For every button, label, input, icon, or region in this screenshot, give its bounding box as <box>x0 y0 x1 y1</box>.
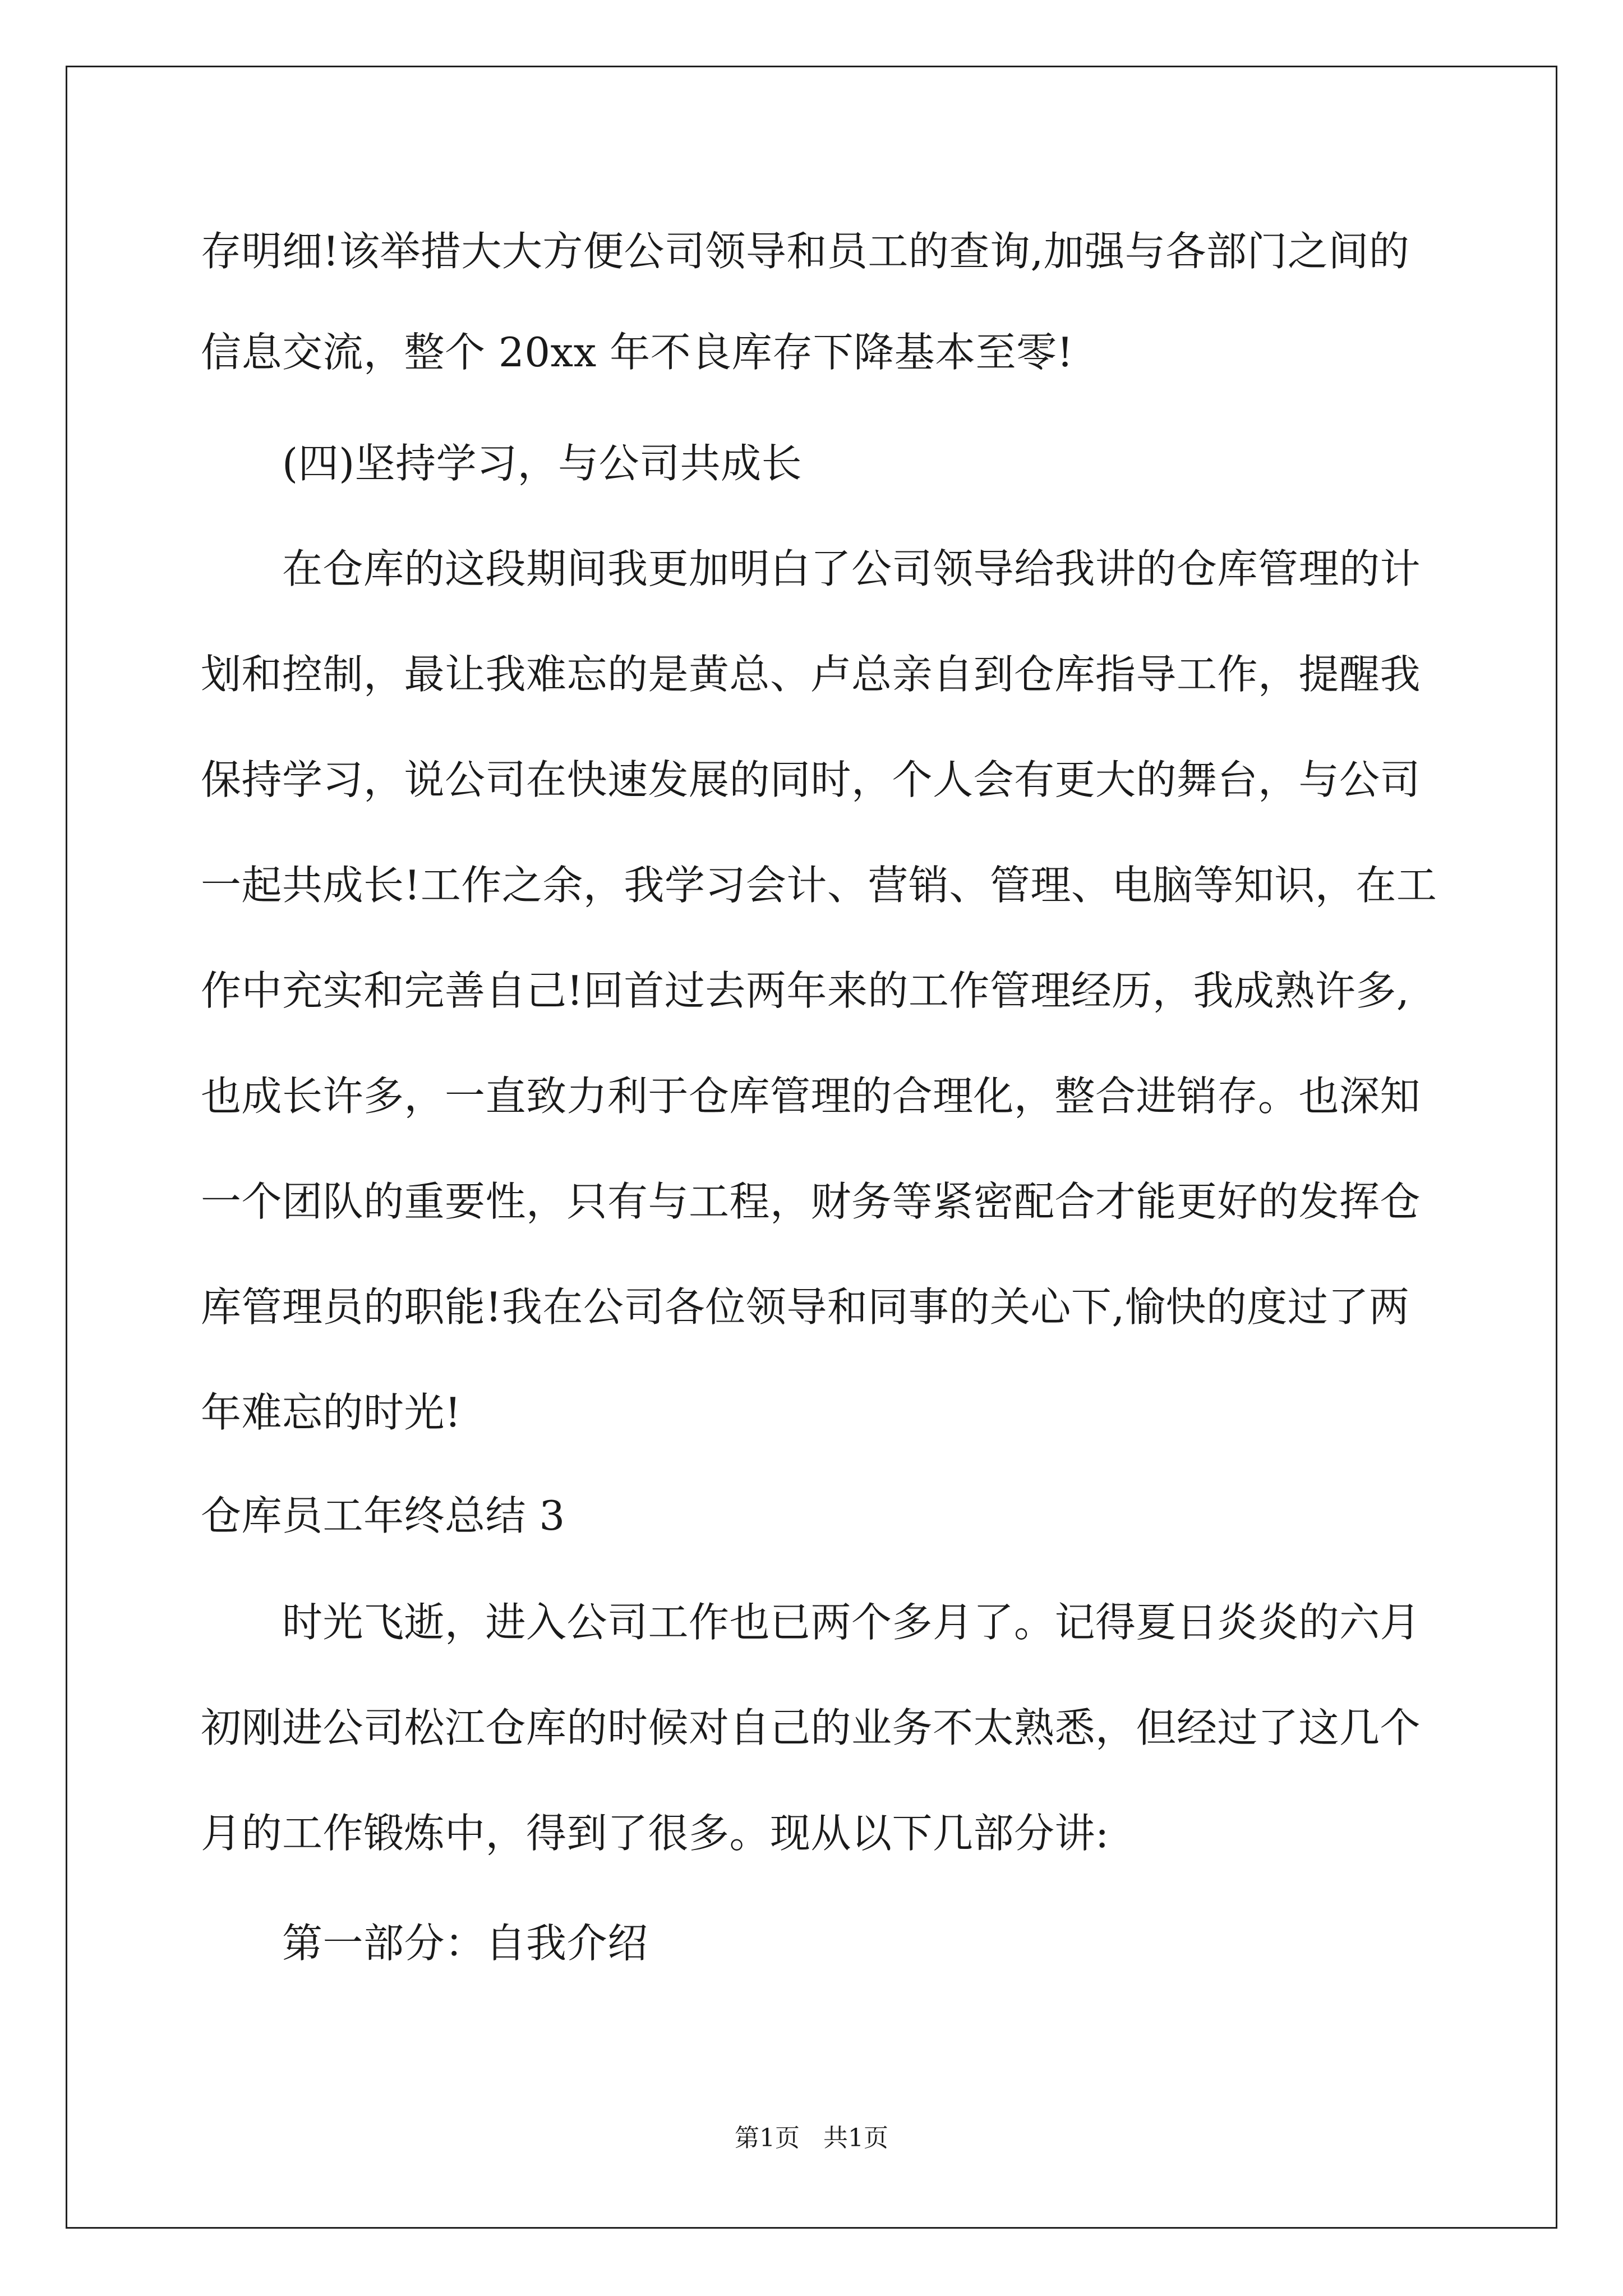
paragraph-line: 也成长许多，一直致力利于仓库管理的合理化，整合进销存。也深知 <box>201 1073 1421 1120</box>
paragraph-line: 年难忘的时光! <box>201 1389 462 1436</box>
paragraph-line: 时光飞逝，进入公司工作也已两个多月了。记得夏日炎炎的六月 <box>282 1599 1421 1646</box>
paragraph-line: 作中充实和完善自己!回首过去两年来的工作管理经历，我成熟许多, <box>201 967 1410 1014</box>
section-title: 仓库员工年终总结 3 <box>201 1492 565 1539</box>
paragraph-line: 信息交流，整个 20xx 年不良库存下降基本至零! <box>201 329 1074 376</box>
paragraph-line: 划和控制，最让我难忘的是黄总、卢总亲自到仓库指导工作，提醒我 <box>201 651 1421 698</box>
paragraph-line: 初刚进公司松江仓库的时候对自己的业务不太熟悉，但经过了这几个 <box>201 1704 1421 1751</box>
paragraph-line: 一个团队的重要性，只有与工程，财务等紧密配合才能更好的发挥仓 <box>201 1178 1421 1225</box>
paragraph-line: 月的工作锻炼中，得到了很多。现从以下几部分讲: <box>201 1810 1109 1857</box>
paragraph-line: 存明细!该举措大大方便公司领导和员工的查询,加强与各部门之间的 <box>201 228 1410 275</box>
paragraph-line: 保持学习，说公司在快速发展的同时，个人会有更大的舞台，与公司 <box>201 756 1421 803</box>
paragraph-line: 一起共成长!工作之余，我学习会计、营销、管理、电脑等知识，在工 <box>201 862 1437 909</box>
section-heading: (四)坚持学习，与公司共成长 <box>282 440 803 487</box>
paragraph-line: 库管理员的职能!我在公司各位领导和同事的关心下,愉快的度过了两 <box>201 1283 1410 1331</box>
paragraph-line: 在仓库的这段期间我更加明白了公司领导给我讲的仓库管理的计 <box>282 545 1421 592</box>
section-heading: 第一部分：自我介绍 <box>282 1920 648 1967</box>
page-frame <box>66 66 1557 2229</box>
page-footer: 第1页 共1页 <box>735 2124 888 2152</box>
